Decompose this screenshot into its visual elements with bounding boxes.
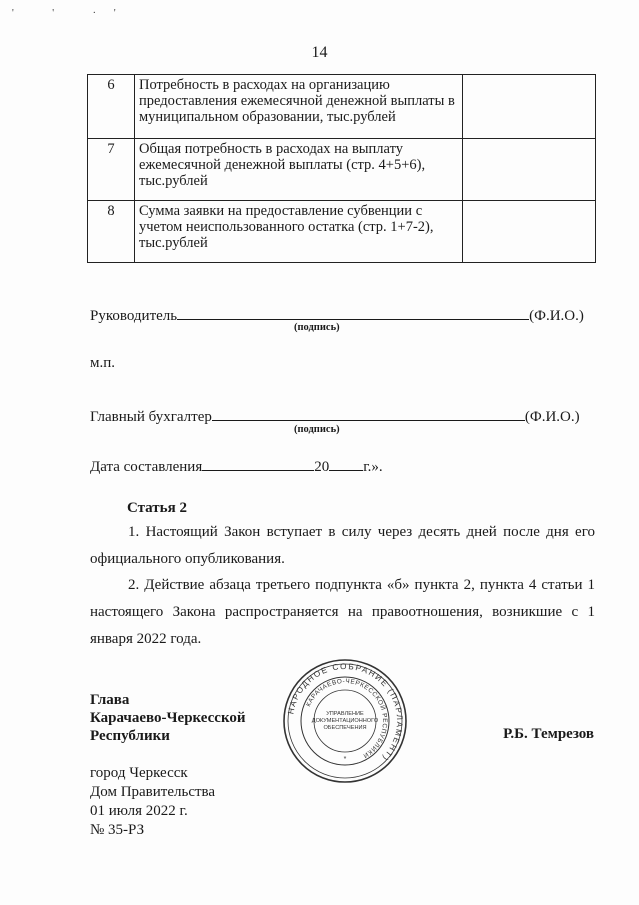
year-suffix: г.». [363,459,383,475]
fio-label: (Ф.И.О.) [529,308,584,324]
signature-blank [177,305,529,320]
paragraph-text: 1. Настоящий Закон вступает в силу через десять дней после дня его официального опубликования. [90,524,595,567]
law-number: № 35-РЗ [90,822,145,838]
signature-caption: (подпись) [294,424,340,435]
row-value [463,139,596,201]
signatory-title-line: Республики [90,728,170,744]
row-text: Потребность в расходах на организацию предоставления ежемесячной денежной выплаты в муниципальном образовании, тыс.рублей [135,75,463,139]
stamp-seal [282,658,408,784]
row-text: Сумма заявки на предоставление субвенции с учетом неиспользованного остатка (стр. 1+7-2), тыс.рублей [135,201,463,263]
stamp-inner-text: КАРАЧАЕВО-ЧЕРКЕССКОЙ РЕСПУБЛИКИ [305,677,389,760]
stamp-star-icon: * [343,756,347,763]
table-row [88,139,596,201]
stamp-outer-text: НАРОДНОЕ СОБРАНИЕ (ПАРЛАМЕНТ) [286,661,405,764]
signing-city: город Черкесск [90,765,188,781]
table-row [88,201,596,263]
page-number: 14 [311,44,328,61]
signing-details [90,764,215,840]
date-line [90,456,383,476]
row-number: 8 [88,201,135,263]
article-paragraph-1 [90,519,595,573]
official-stamp [282,658,408,784]
article-title: Статья 2 [127,500,187,516]
stamp-center-line: ОБЕСПЕЧЕНИЯ [323,725,367,731]
row-value [463,201,596,263]
signatory-title-line: Глава [90,692,130,708]
row-text: Общая потребность в расходах на выплату ежемесячной денежной выплаты (стр. 4+5+6), тыс.рублей [135,139,463,201]
signature-blank [212,406,525,421]
year-prefix: 20 [314,459,330,475]
scan-specks: ' ' ·' [12,8,134,19]
signatory-name: Р.Б. Темрезов [503,726,594,742]
stamp-center-line: УПРАВЛЕНИЕ [326,711,364,717]
fio-label: (Ф.И.О.) [524,409,580,425]
year-blank [329,456,363,471]
row-number: 6 [88,75,135,139]
head-label: Руководитель [90,308,178,324]
seal-placeholder: м.п. [90,355,116,371]
signatory-title [90,691,246,745]
article-paragraph-2 [90,572,595,653]
accountant-label: Главный бухгалтер [90,409,212,425]
accountant-signature-line [90,406,580,426]
table-row [88,75,596,139]
signature-caption: (подпись) [294,322,340,333]
row-number: 7 [88,139,135,201]
date-label: Дата составления [90,459,203,475]
row-value [463,75,596,139]
date-blank [202,456,314,471]
signatory-title-line: Карачаево-Черкесской [90,710,246,726]
budget-table [87,74,596,263]
stamp-center-line: ДОКУМЕНТАЦИОННОГО [311,718,379,724]
paragraph-text: 2. Действие абзаца третьего подпункта «б» пункта 2, пункта 4 статьи 1 настоящего Закона распространяется на правоотношения, возникшие с 1 января 2022 года. [90,577,595,647]
signing-date: 01 июля 2022 г. [90,803,188,819]
signing-building: Дом Правительства [90,784,216,800]
